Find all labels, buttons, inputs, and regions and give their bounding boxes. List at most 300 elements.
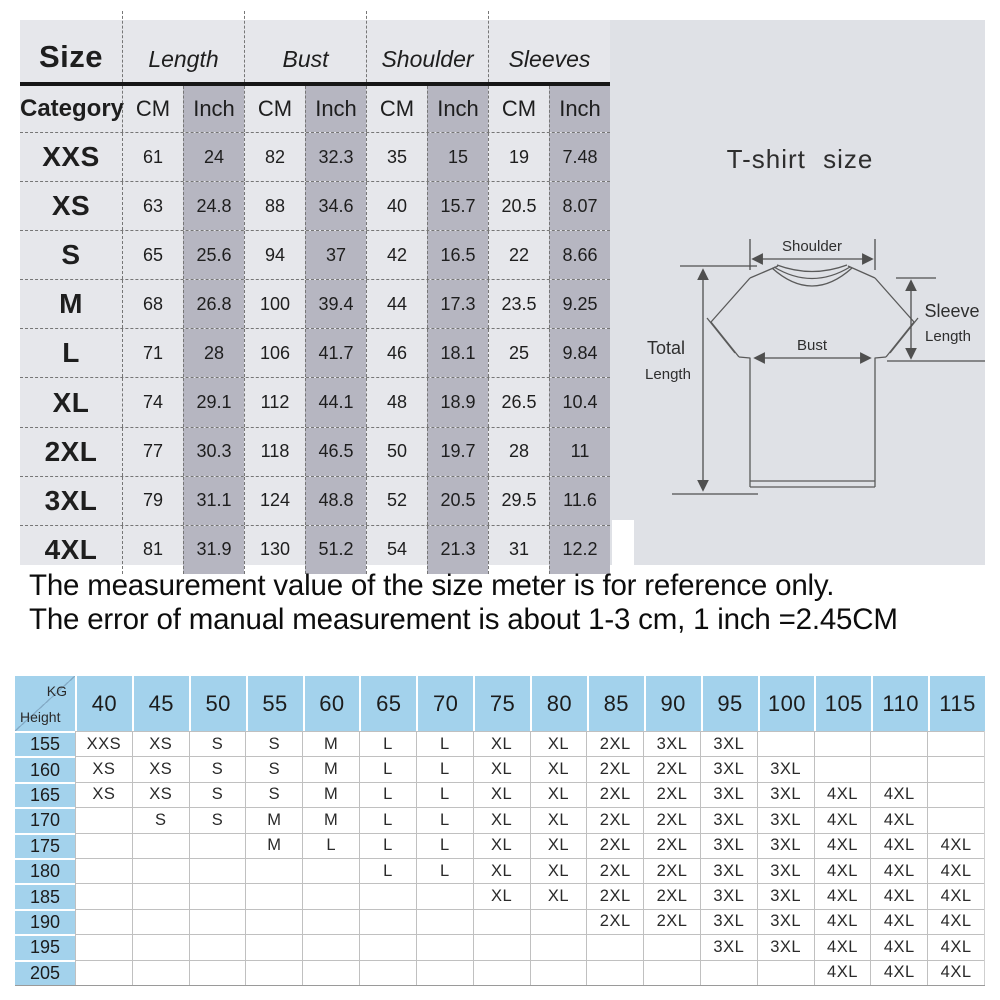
weight-header-cell: 70 xyxy=(416,676,473,731)
size-recommendation-cell: S xyxy=(189,756,246,781)
height-cell: 165 xyxy=(15,782,75,807)
measurement-value-cell: 31 xyxy=(488,526,549,574)
size-recommendation-cell xyxy=(416,960,473,985)
size-recommendation-cell: 2XL xyxy=(586,833,643,858)
size-recommendation-cell: 4XL xyxy=(814,807,871,832)
size-recommendation-cell xyxy=(359,934,416,959)
measurement-value-cell: 44 xyxy=(366,280,427,328)
size-recommendation-cell: XL xyxy=(530,731,587,756)
size-recommendation-cell xyxy=(586,934,643,959)
size-recommendation-cell xyxy=(870,731,927,756)
size-recommendation-cell: S xyxy=(245,782,302,807)
size-recommendation-cell: L xyxy=(416,858,473,883)
weight-header-cell: 80 xyxy=(530,676,587,731)
size-recommendation-cell: S xyxy=(245,756,302,781)
total-length-label-line1: Total xyxy=(646,338,686,358)
size-table-body xyxy=(20,132,610,574)
measurement-value-cell: 68 xyxy=(122,280,183,328)
size-recommendation-cell: L xyxy=(416,782,473,807)
size-recommendation-cell: 2XL xyxy=(586,782,643,807)
size-recommendation-cell: 4XL xyxy=(870,909,927,934)
unit-header-cell: CM xyxy=(122,86,183,132)
height-cell: 175 xyxy=(15,833,75,858)
measurement-value-cell: 19.7 xyxy=(427,428,488,476)
size-recommendation-cell xyxy=(359,909,416,934)
measurement-value-cell: 17.3 xyxy=(427,280,488,328)
size-recommendation-cell xyxy=(359,960,416,985)
size-recommendation-cell xyxy=(75,909,132,934)
height-cell: 205 xyxy=(15,960,75,985)
white-patch xyxy=(612,520,634,565)
size-recommendation-cell xyxy=(757,960,814,985)
size-recommendation-cell xyxy=(302,934,359,959)
size-recommendation-cell: 4XL xyxy=(870,960,927,985)
size-recommendation-cell: L xyxy=(359,731,416,756)
size-recommendation-cell xyxy=(530,909,587,934)
size-chart-block xyxy=(20,20,985,565)
size-recommendation-cell: 4XL xyxy=(927,960,984,985)
size-recommendation-cell: L xyxy=(359,782,416,807)
size-recommendation-cell xyxy=(814,756,871,781)
size-recommendation-cell xyxy=(189,833,246,858)
size-name-cell: M xyxy=(59,288,83,320)
size-table-row xyxy=(20,427,610,476)
size-recommendation-cell: XL xyxy=(473,833,530,858)
size-name-cell: 3XL xyxy=(44,484,98,516)
measurement-value-cell: 9.84 xyxy=(549,329,610,377)
size-recommendation-cell xyxy=(189,883,246,908)
unit-header-cell: CM xyxy=(488,86,549,132)
size-recommendation-cell xyxy=(927,807,984,832)
size-recommendation-cell: 3XL xyxy=(757,833,814,858)
size-table-row xyxy=(20,181,610,230)
measurement-value-cell: 74 xyxy=(122,378,183,426)
weight-header-cell: 90 xyxy=(644,676,701,731)
size-recommendation-cell: XL xyxy=(473,858,530,883)
size-recommendation-cell: 4XL xyxy=(870,934,927,959)
size-recommendation-cell xyxy=(927,731,984,756)
size-recommendation-cell: 3XL xyxy=(700,782,757,807)
size-recommendation-cell xyxy=(245,960,302,985)
kg-axis-label: KG xyxy=(46,683,67,699)
measurement-value-cell: 100 xyxy=(244,280,305,328)
size-recommendation-cell: 4XL xyxy=(927,883,984,908)
measurement-value-cell: 26.8 xyxy=(183,280,244,328)
measurement-value-cell: 61 xyxy=(122,133,183,181)
size-recommendation-cell: XL xyxy=(530,807,587,832)
measurement-group-header: Shoulder xyxy=(366,11,488,82)
size-name-cell: 4XL xyxy=(44,533,98,565)
size-recommendation-cell: 3XL xyxy=(700,807,757,832)
size-recommendation-cell: S xyxy=(189,782,246,807)
measurement-value-cell: 29.5 xyxy=(488,477,549,525)
size-recommendation-cell: 2XL xyxy=(586,883,643,908)
size-table-row xyxy=(20,132,610,181)
size-recommendation-cell: 4XL xyxy=(870,883,927,908)
size-recommendation-cell: 3XL xyxy=(700,833,757,858)
weight-header-cell: 85 xyxy=(587,676,644,731)
height-cell: 170 xyxy=(15,807,75,832)
measurement-value-cell: 8.07 xyxy=(549,182,610,230)
measurement-value-cell: 15 xyxy=(427,133,488,181)
measurement-value-cell: 79 xyxy=(122,477,183,525)
size-recommendation-cell: XL xyxy=(473,782,530,807)
size-recommendation-cell xyxy=(189,858,246,883)
size-recommendation-cell xyxy=(530,960,587,985)
measurement-value-cell: 88 xyxy=(244,182,305,230)
size-table-row xyxy=(20,525,610,574)
measurement-value-cell: 106 xyxy=(244,329,305,377)
size-recommendation-cell: S xyxy=(189,731,246,756)
size-recommendation-cell xyxy=(132,883,189,908)
size-recommendation-cell: L xyxy=(359,833,416,858)
size-recommendation-cell: XL xyxy=(473,731,530,756)
size-recommendation-cell: XS xyxy=(132,731,189,756)
size-recommendation-cell: M xyxy=(245,833,302,858)
size-recommendation-cell xyxy=(643,934,700,959)
fit-table-row xyxy=(15,858,985,883)
unit-header-cell: Inch xyxy=(427,86,488,132)
size-recommendation-cell: M xyxy=(302,782,359,807)
size-recommendation-cell xyxy=(814,731,871,756)
size-recommendation-cell xyxy=(757,731,814,756)
size-name-cell: XL xyxy=(52,386,90,418)
fit-table-row xyxy=(15,782,985,807)
size-recommendation-cell xyxy=(132,909,189,934)
size-recommendation-cell: 4XL xyxy=(870,807,927,832)
measurement-value-cell: 112 xyxy=(244,378,305,426)
size-recommendation-cell xyxy=(75,833,132,858)
measurement-value-cell: 11 xyxy=(549,428,610,476)
measurement-value-cell: 23.5 xyxy=(488,280,549,328)
tshirt-diagram xyxy=(610,20,985,565)
measurement-value-cell: 118 xyxy=(244,428,305,476)
measurement-value-cell: 71 xyxy=(122,329,183,377)
size-recommendation-cell xyxy=(302,909,359,934)
measurement-value-cell: 52 xyxy=(366,477,427,525)
size-recommendation-cell xyxy=(473,960,530,985)
height-axis-label: Height xyxy=(20,709,61,725)
size-recommendation-cell: 4XL xyxy=(870,833,927,858)
size-recommendation-cell: 3XL xyxy=(700,731,757,756)
size-table-row xyxy=(20,230,610,279)
weight-header-cell: 55 xyxy=(246,676,303,731)
size-recommendation-cell xyxy=(416,909,473,934)
height-cell: 180 xyxy=(15,858,75,883)
size-recommendation-cell: 2XL xyxy=(586,807,643,832)
fit-table-row xyxy=(15,731,985,756)
measurement-value-cell: 25 xyxy=(488,329,549,377)
size-table-row xyxy=(20,377,610,426)
measurement-value-cell: 19 xyxy=(488,133,549,181)
weight-header-row xyxy=(15,676,985,731)
size-recommendation-cell: 2XL xyxy=(643,833,700,858)
measurement-value-cell: 15.7 xyxy=(427,182,488,230)
size-recommendation-cell xyxy=(75,883,132,908)
weight-header-cell: 75 xyxy=(473,676,530,731)
measurement-value-cell: 31.9 xyxy=(183,526,244,574)
size-recommendation-cell xyxy=(189,960,246,985)
note-line-1: The measurement value of the size meter is for reference only. xyxy=(29,569,835,602)
fit-table-row xyxy=(15,807,985,832)
fit-table-row xyxy=(15,909,985,934)
measurement-value-cell: 22 xyxy=(488,231,549,279)
size-name-cell: XXS xyxy=(42,141,100,173)
size-recommendation-cell xyxy=(245,883,302,908)
weight-header-cell: 100 xyxy=(758,676,815,731)
size-recommendation-cell: 4XL xyxy=(870,858,927,883)
measurement-value-cell: 94 xyxy=(244,231,305,279)
weight-header-cell: 95 xyxy=(701,676,758,731)
size-recommendation-cell xyxy=(75,934,132,959)
size-recommendation-cell: S xyxy=(132,807,189,832)
measurement-value-cell: 24.8 xyxy=(183,182,244,230)
sleeve-length-label-line2: Length xyxy=(925,328,971,345)
fit-table-body xyxy=(15,731,985,985)
size-recommendation-cell: 4XL xyxy=(870,782,927,807)
weight-header-cell: 50 xyxy=(189,676,246,731)
size-recommendation-cell: 3XL xyxy=(757,909,814,934)
size-recommendation-cell: S xyxy=(245,731,302,756)
measurement-value-cell: 10.4 xyxy=(549,378,610,426)
size-recommendation-cell xyxy=(530,934,587,959)
size-recommendation-cell xyxy=(189,909,246,934)
height-weight-corner-cell xyxy=(15,676,75,731)
size-recommendation-cell: XXS xyxy=(75,731,132,756)
bust-dimension-label: Bust xyxy=(796,337,828,354)
size-recommendation-cell: L xyxy=(359,807,416,832)
sleeve-length-label-line1: Sleeve xyxy=(924,301,980,321)
size-recommendation-cell xyxy=(870,756,927,781)
size-recommendation-cell: M xyxy=(302,807,359,832)
size-recommendation-cell: 2XL xyxy=(586,909,643,934)
size-recommendation-cell xyxy=(586,960,643,985)
size-recommendation-cell xyxy=(927,782,984,807)
measurement-value-cell: 130 xyxy=(244,526,305,574)
size-table-group-header-row xyxy=(20,20,610,86)
size-name-cell: XS xyxy=(51,190,91,222)
measurement-value-cell: 16.5 xyxy=(427,231,488,279)
size-recommendation-cell: 3XL xyxy=(757,807,814,832)
measurement-value-cell: 18.1 xyxy=(427,329,488,377)
fit-table-row xyxy=(15,756,985,781)
measurement-value-cell: 20.5 xyxy=(488,182,549,230)
size-recommendation-cell xyxy=(75,960,132,985)
size-recommendation-cell: 4XL xyxy=(814,833,871,858)
measurement-value-cell: 48 xyxy=(366,378,427,426)
measurement-value-cell: 54 xyxy=(366,526,427,574)
size-recommendation-cell: 2XL xyxy=(643,858,700,883)
total-length-label-line2: Length xyxy=(645,366,691,383)
weight-header-cell: 115 xyxy=(928,676,985,731)
size-recommendation-cell: M xyxy=(302,731,359,756)
size-name-cell: 2XL xyxy=(44,435,98,467)
size-recommendation-cell: XL xyxy=(530,756,587,781)
measurement-value-cell: 32.3 xyxy=(305,133,366,181)
size-recommendation-cell: 4XL xyxy=(814,909,871,934)
measurement-value-cell: 12.2 xyxy=(549,526,610,574)
measurement-value-cell: 9.25 xyxy=(549,280,610,328)
measurement-value-cell: 18.9 xyxy=(427,378,488,426)
size-table-row xyxy=(20,328,610,377)
measurement-value-cell: 20.5 xyxy=(427,477,488,525)
size-table-unit-header-row xyxy=(20,86,610,132)
measurement-group-header: Sleeves xyxy=(488,11,610,82)
measurement-value-cell: 28 xyxy=(183,329,244,377)
size-recommendation-cell xyxy=(132,858,189,883)
size-recommendation-cell: XL xyxy=(530,833,587,858)
size-recommendation-cell: L xyxy=(416,756,473,781)
size-recommendation-cell: 4XL xyxy=(814,883,871,908)
weight-header-cell: 60 xyxy=(303,676,360,731)
size-recommendation-cell: 2XL xyxy=(643,807,700,832)
measurement-value-cell: 31.1 xyxy=(183,477,244,525)
weight-header-cell: 40 xyxy=(75,676,132,731)
size-recommendation-cell: 4XL xyxy=(814,782,871,807)
measurement-value-cell: 41.7 xyxy=(305,329,366,377)
measurement-value-cell: 77 xyxy=(122,428,183,476)
diagram-title: T-shirt size xyxy=(726,144,874,174)
size-recommendation-cell: 3XL xyxy=(643,731,700,756)
size-recommendation-cell: 3XL xyxy=(757,934,814,959)
size-recommendation-cell: 2XL xyxy=(586,731,643,756)
size-recommendation-cell xyxy=(245,909,302,934)
measurement-group-header: Length xyxy=(122,11,244,82)
size-recommendation-cell: 2XL xyxy=(586,858,643,883)
tshirt-outline xyxy=(707,265,918,487)
size-recommendation-cell: 3XL xyxy=(700,756,757,781)
measurement-value-cell: 7.48 xyxy=(549,133,610,181)
size-recommendation-cell: 3XL xyxy=(700,858,757,883)
measurement-value-cell: 42 xyxy=(366,231,427,279)
measurement-value-cell: 8.66 xyxy=(549,231,610,279)
size-recommendation-cell: 4XL xyxy=(927,858,984,883)
measurement-value-cell: 37 xyxy=(305,231,366,279)
size-header-label: Size xyxy=(38,39,104,74)
size-recommendation-cell: XL xyxy=(473,807,530,832)
height-cell: 155 xyxy=(15,731,75,756)
size-table-row xyxy=(20,279,610,328)
size-recommendation-cell: XS xyxy=(75,782,132,807)
size-recommendation-cell xyxy=(245,934,302,959)
measurement-value-cell: 30.3 xyxy=(183,428,244,476)
size-recommendation-cell xyxy=(643,960,700,985)
height-cell: 195 xyxy=(15,934,75,959)
measurement-value-cell: 39.4 xyxy=(305,280,366,328)
size-recommendation-cell: 4XL xyxy=(927,909,984,934)
measurement-value-cell: 24 xyxy=(183,133,244,181)
size-recommendation-cell xyxy=(473,934,530,959)
measurement-value-cell: 82 xyxy=(244,133,305,181)
unit-header-cell: CM xyxy=(366,86,427,132)
unit-header-cell: CM xyxy=(244,86,305,132)
size-recommendation-cell: XL xyxy=(530,858,587,883)
height-cell: 160 xyxy=(15,756,75,781)
size-recommendation-cell: XS xyxy=(132,782,189,807)
size-recommendation-cell xyxy=(927,756,984,781)
size-recommendation-cell xyxy=(132,833,189,858)
measurement-value-cell: 21.3 xyxy=(427,526,488,574)
measurement-value-cell: 63 xyxy=(122,182,183,230)
size-recommendation-cell: 2XL xyxy=(643,883,700,908)
size-recommendation-cell xyxy=(302,960,359,985)
measurement-value-cell: 26.5 xyxy=(488,378,549,426)
size-recommendation-cell xyxy=(359,883,416,908)
unit-header-cell: Inch xyxy=(549,86,610,132)
size-recommendation-cell: 2XL xyxy=(643,756,700,781)
measurement-value-cell: 46 xyxy=(366,329,427,377)
measurement-note xyxy=(29,569,898,637)
size-recommendation-cell: 3XL xyxy=(700,883,757,908)
measurement-value-cell: 29.1 xyxy=(183,378,244,426)
size-recommendation-cell xyxy=(416,883,473,908)
height-cell: 190 xyxy=(15,909,75,934)
size-recommendation-cell: L xyxy=(359,858,416,883)
fit-table-row xyxy=(15,934,985,959)
weight-header-cell: 110 xyxy=(871,676,928,731)
size-recommendation-cell: XL xyxy=(473,756,530,781)
size-recommendation-cell: 3XL xyxy=(757,883,814,908)
measurement-value-cell: 34.6 xyxy=(305,182,366,230)
size-recommendation-cell xyxy=(75,807,132,832)
size-recommendation-cell xyxy=(302,858,359,883)
size-recommendation-cell xyxy=(245,858,302,883)
size-recommendation-cell: 4XL xyxy=(814,858,871,883)
height-weight-table xyxy=(15,676,985,986)
size-recommendation-cell: L xyxy=(416,833,473,858)
size-recommendation-cell: 3XL xyxy=(757,782,814,807)
size-recommendation-cell: 4XL xyxy=(927,833,984,858)
measurement-value-cell: 65 xyxy=(122,231,183,279)
measurement-value-cell: 50 xyxy=(366,428,427,476)
size-name-cell: S xyxy=(61,239,81,271)
size-recommendation-cell: 4XL xyxy=(814,934,871,959)
size-recommendation-cell: 3XL xyxy=(700,909,757,934)
size-recommendation-cell: XS xyxy=(132,756,189,781)
measurement-value-cell: 25.6 xyxy=(183,231,244,279)
measurement-value-cell: 28 xyxy=(488,428,549,476)
measurement-value-cell: 44.1 xyxy=(305,378,366,426)
size-recommendation-cell: L xyxy=(416,731,473,756)
measurement-value-cell: 11.6 xyxy=(549,477,610,525)
measurement-value-cell: 51.2 xyxy=(305,526,366,574)
measurement-value-cell: 81 xyxy=(122,526,183,574)
measurement-value-cell: 35 xyxy=(366,133,427,181)
measurement-value-cell: 46.5 xyxy=(305,428,366,476)
fit-table-row xyxy=(15,960,985,985)
height-cell: 185 xyxy=(15,883,75,908)
size-recommendation-cell: 3XL xyxy=(700,934,757,959)
size-recommendation-cell: M xyxy=(245,807,302,832)
tshirt-diagram-drawing xyxy=(610,20,985,565)
unit-header-cell: Inch xyxy=(305,86,366,132)
size-recommendation-cell: XL xyxy=(530,883,587,908)
size-recommendation-cell: S xyxy=(189,807,246,832)
size-recommendation-cell: L xyxy=(302,833,359,858)
size-recommendation-cell: 2XL xyxy=(643,909,700,934)
size-recommendation-cell: XL xyxy=(530,782,587,807)
size-recommendation-cell: L xyxy=(416,807,473,832)
size-recommendation-cell xyxy=(132,960,189,985)
fit-table-row xyxy=(15,833,985,858)
size-recommendation-cell xyxy=(416,934,473,959)
size-recommendation-cell: 4XL xyxy=(814,960,871,985)
size-recommendation-cell: 2XL xyxy=(643,782,700,807)
size-table-row xyxy=(20,476,610,525)
size-recommendation-cell xyxy=(302,883,359,908)
measurement-value-cell: 124 xyxy=(244,477,305,525)
size-recommendation-cell xyxy=(189,934,246,959)
